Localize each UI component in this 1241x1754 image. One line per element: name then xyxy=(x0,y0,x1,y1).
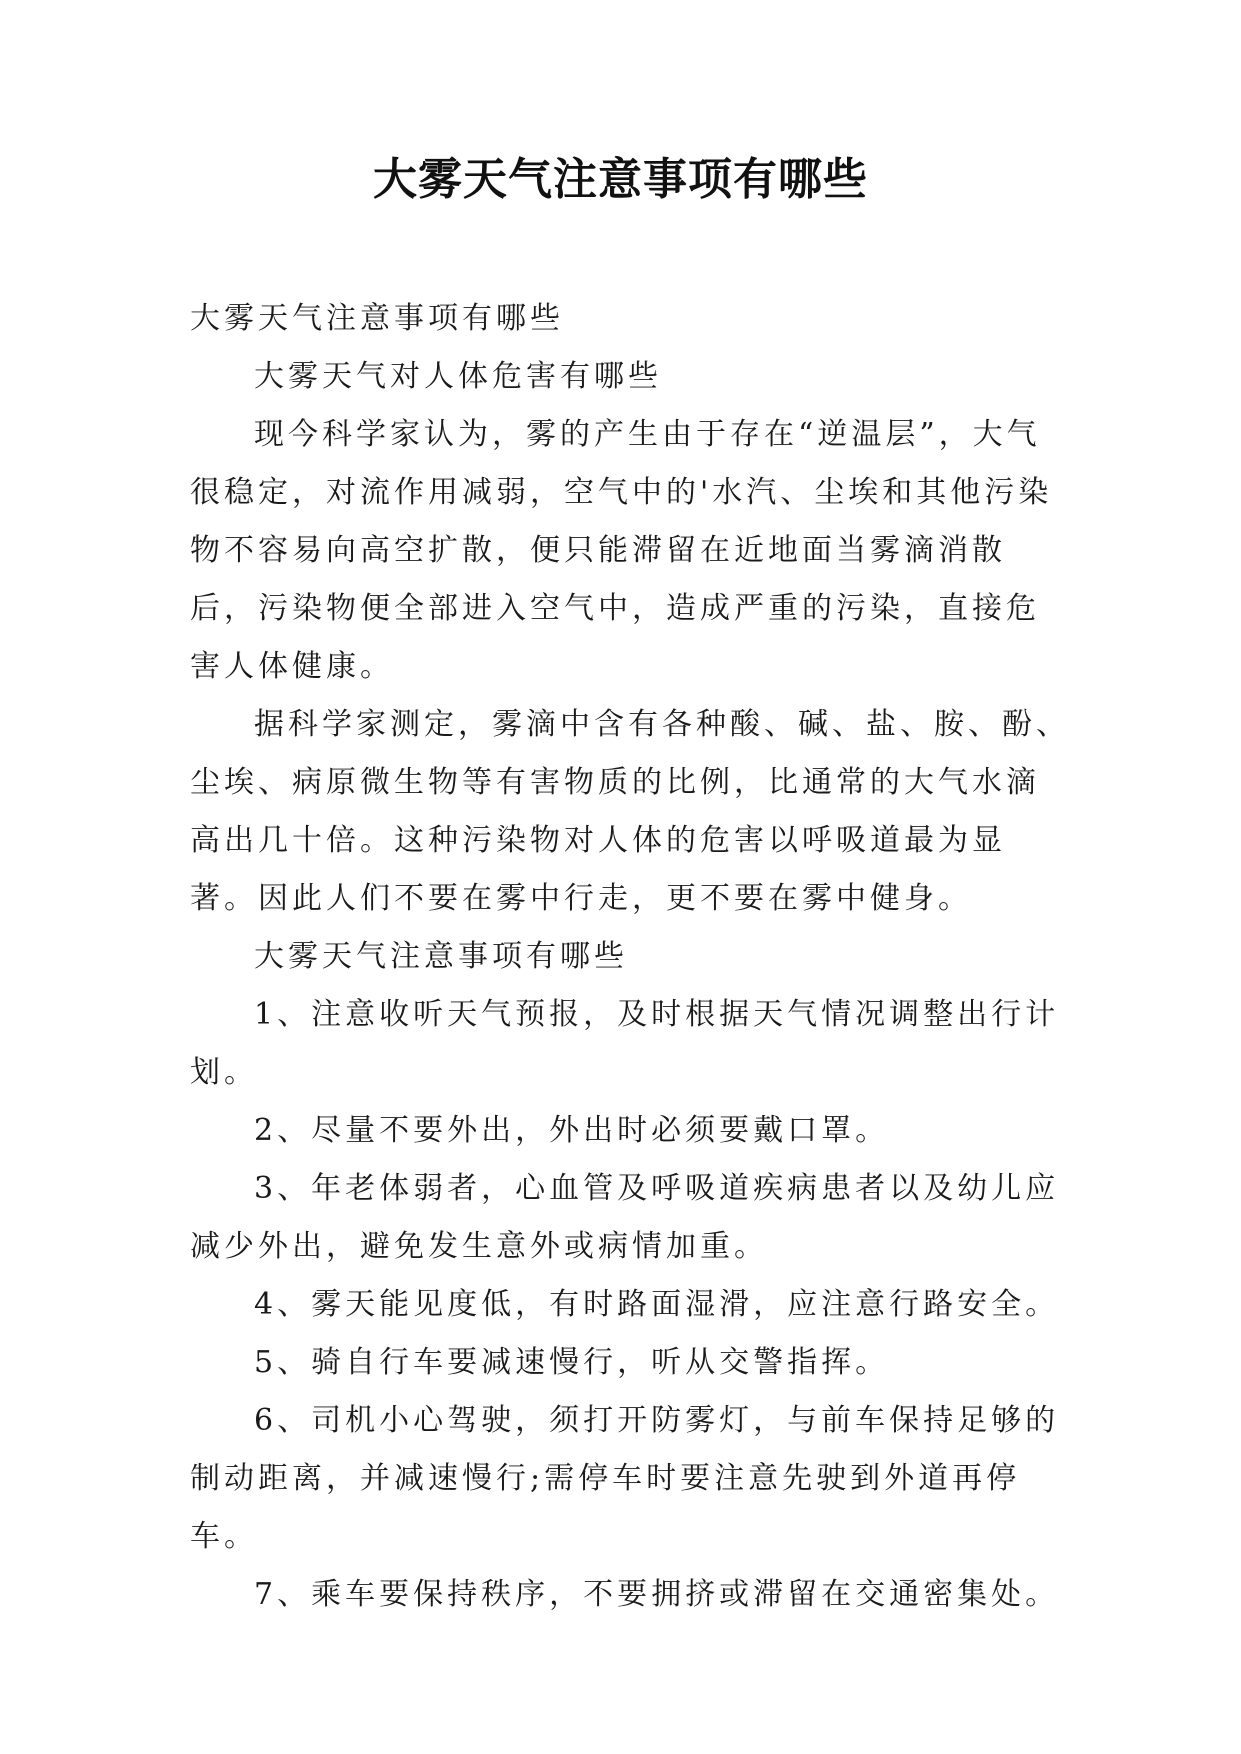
list-item-7: 7、乘车要保持秩序，不要拥挤或滞留在交通密集处。 xyxy=(254,1577,1060,1612)
list-item-2: 2、尽量不要外出，外出时必须要戴口罩。 xyxy=(254,1113,890,1148)
paragraph-fog-cause: 现今科学家认为，雾的产生由于存在“逆温层”，大气很稳定，对流作用减弱，空气中的'水汽、尘埃和其他污染物不容易向高空扩散，便只能滞留在近地面当雾滴消散后，污染物便全部进入空气中，造成严重的污染，直接危害人体健康。 xyxy=(190,417,1053,684)
document-title: 大雾天气注意事项有哪些 xyxy=(373,154,868,205)
paragraph-heading-precautions: 大雾天气注意事项有哪些 xyxy=(254,939,628,974)
paragraph-fog-pollutants: 据科学家测定，雾滴中含有各种酸、碱、盐、胺、酚、尘埃、病原微生物等有害物质的比例，比通常的大气水滴高出几十倍。这种污染物对人体的危害以呼吸道最为显著。因此人们不要在雾中行走，更不要在雾中健身。 xyxy=(190,707,1070,916)
paragraph-subtitle: 大雾天气注意事项有哪些 xyxy=(190,301,564,336)
list-item-4: 4、雾天能见度低，有时路面湿滑，应注意行路安全。 xyxy=(254,1287,1060,1322)
list-item-5: 5、骑自行车要减速慢行，听从交警指挥。 xyxy=(254,1345,890,1380)
document-body xyxy=(190,290,1070,1624)
list-item-1: 1、注意收听天气预报，及时根据天气情况调整出行计划。 xyxy=(190,997,1060,1090)
list-item-6: 6、司机小心驾驶，须打开防雾灯，与前车保持足够的制动距离，并减速慢行;需停车时要注意先驶到外道再停车。 xyxy=(190,1403,1060,1554)
list-item-3: 3、年老体弱者，心血管及呼吸道疾病患者以及幼儿应减少外出，避免发生意外或病情加重。 xyxy=(190,1171,1060,1264)
paragraph-heading-harm: 大雾天气对人体危害有哪些 xyxy=(254,359,662,394)
